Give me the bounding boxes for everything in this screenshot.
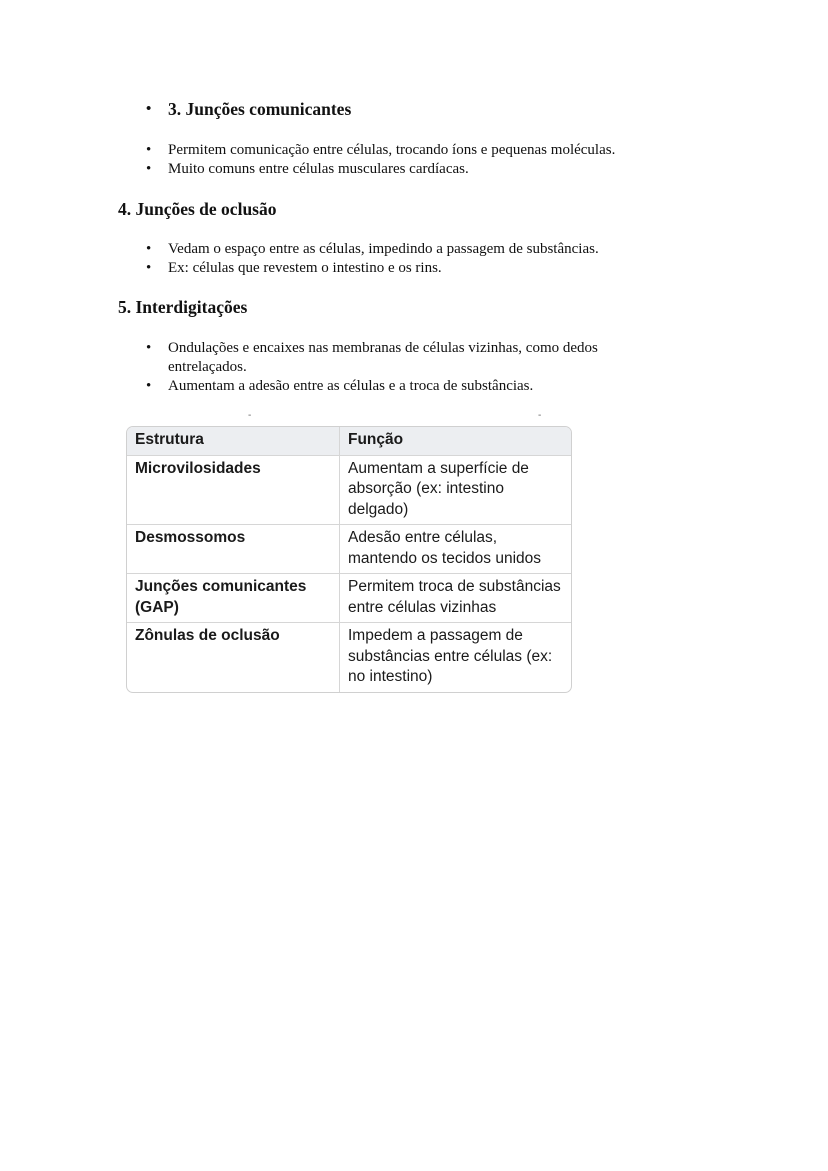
table-row xyxy=(127,574,571,623)
table-cell: Zônulas de oclusão xyxy=(127,623,340,692)
list-item xyxy=(146,377,688,396)
list-item xyxy=(146,339,658,377)
column-header: Estrutura xyxy=(127,427,340,455)
table-row xyxy=(127,455,571,525)
list-item xyxy=(146,259,688,278)
section-3-heading xyxy=(146,99,352,120)
list-item-text: Ex: células que revestem o intestino e os rins. xyxy=(168,260,442,276)
list-item-text: Ondulações e encaixes nas membranas de células vizinhas, como dedos entrelaçados. xyxy=(168,340,598,375)
table-cell: Permitem troca de substâncias entre células vizinhas xyxy=(340,574,572,623)
column-header: Função xyxy=(340,427,572,455)
table-cell: Junções comunicantes (GAP) xyxy=(127,574,340,623)
bullet-glyph: • xyxy=(146,241,152,257)
table-cell: Microvilosidades xyxy=(127,455,340,525)
section-5-heading: 5. Interdigitações xyxy=(118,297,248,317)
table-row xyxy=(127,525,571,574)
table-cell: Desmossomos xyxy=(127,525,340,574)
section-3-title: 3. Junções comunicantes xyxy=(168,99,352,119)
list-item-text: Muito comuns entre células musculares cardíacas. xyxy=(168,161,469,177)
section-4-heading: 4. Junções de oclusão xyxy=(118,199,277,219)
bullet-glyph: • xyxy=(146,378,152,394)
list-item xyxy=(146,160,688,179)
list-item xyxy=(146,141,688,160)
table-header-row xyxy=(127,427,571,455)
list-item-text: Vedam o espaço entre as células, impedindo a passagem de substâncias. xyxy=(168,241,599,257)
bullet-glyph: • xyxy=(146,101,152,117)
tick-mark: - xyxy=(248,410,252,421)
table-cell: Aumentam a superfície de absorção (ex: intestino delgado) xyxy=(340,455,572,525)
list-item-text: Permitem comunicação entre células, trocando íons e pequenas moléculas. xyxy=(168,142,616,158)
bullet-glyph: • xyxy=(146,142,152,158)
table-row xyxy=(127,623,571,692)
tick-mark: - xyxy=(538,410,542,421)
list-item xyxy=(146,240,688,259)
structures-table xyxy=(126,426,572,693)
bullet-glyph: • xyxy=(146,260,152,276)
bullet-glyph: • xyxy=(146,340,152,356)
table-cell: Adesão entre células, mantendo os tecidos unidos xyxy=(340,525,572,574)
table-cell: Impedem a passagem de substâncias entre células (ex: no intestino) xyxy=(348,627,553,685)
list-item-text: Aumentam a adesão entre as células e a troca de substâncias. xyxy=(168,378,534,394)
bullet-glyph: • xyxy=(146,161,152,177)
